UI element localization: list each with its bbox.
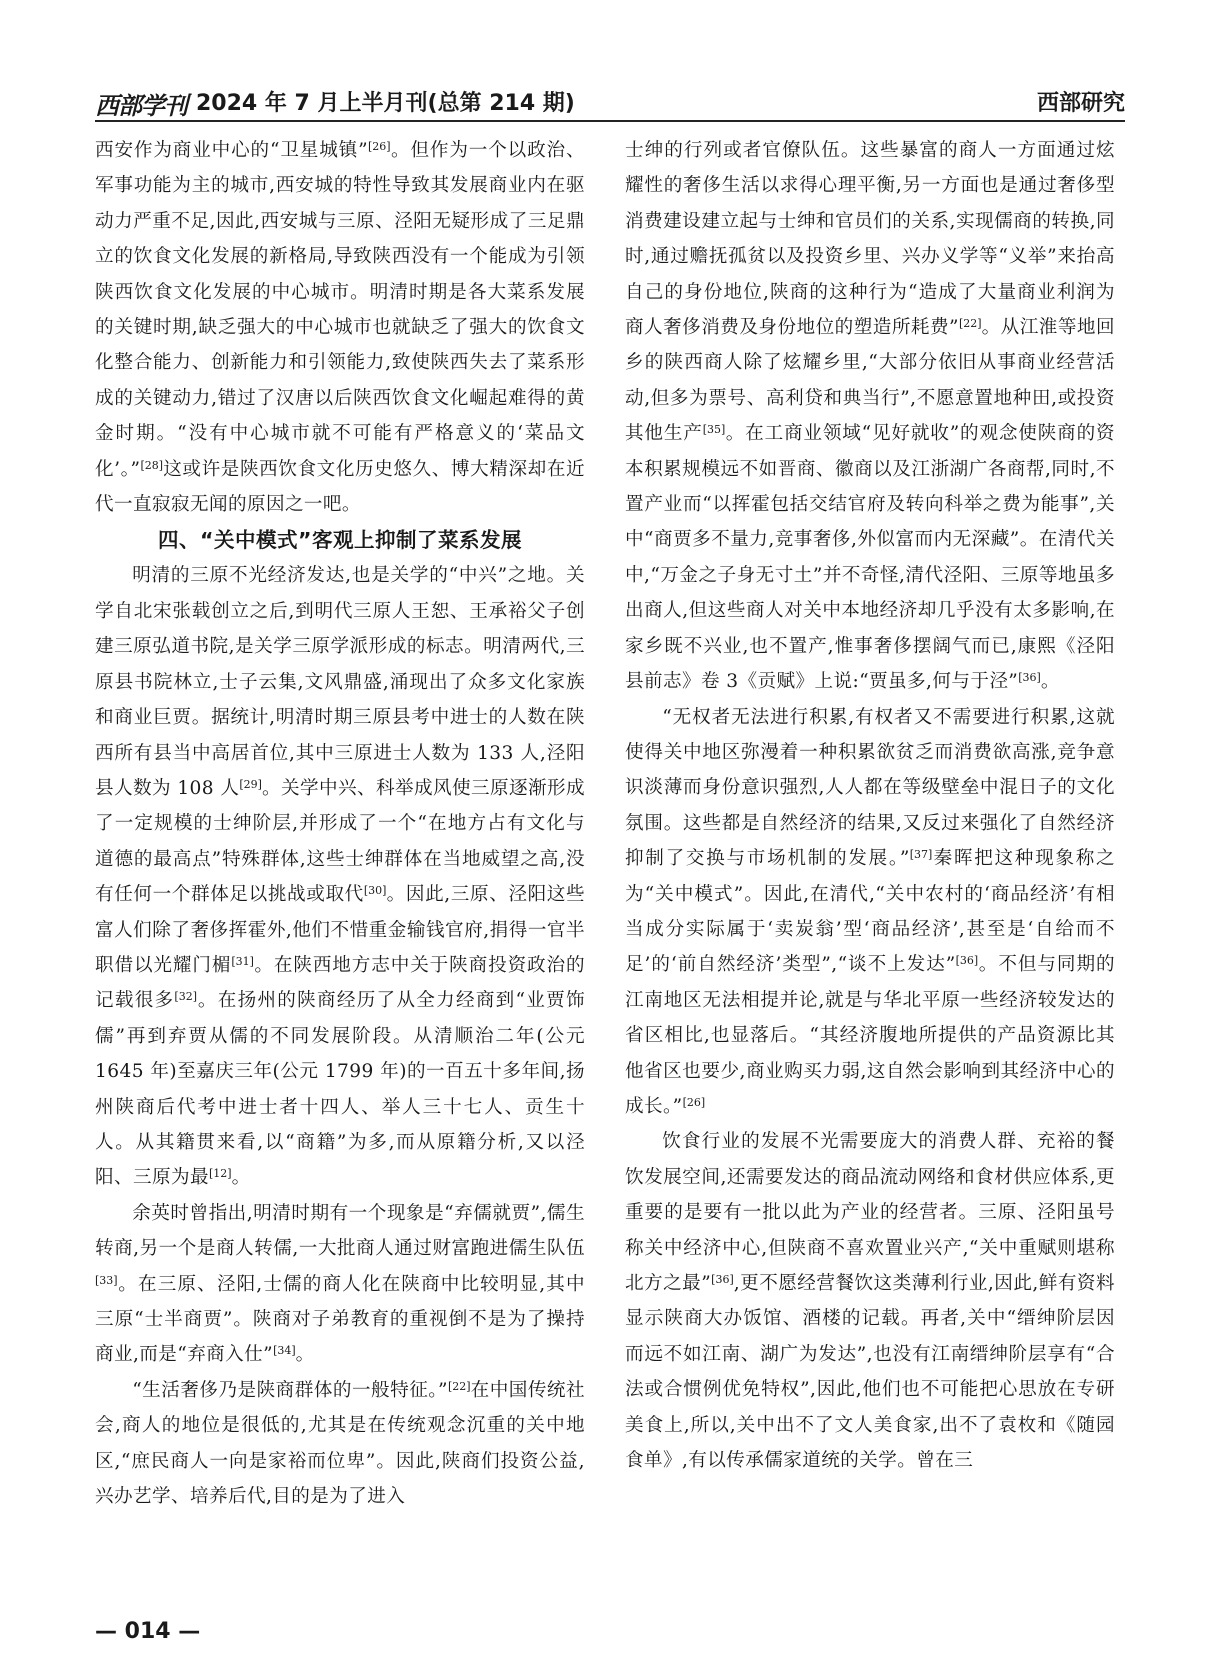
citation-ref: [35] <box>702 423 726 437</box>
text-run: 。但作为一个以政治、军事功能为主的城市,西安城的特性导致其发展商业内在驱动力严重不足,因此,西安城与三原、泾阳无疑形成了三足鼎立的饮食文化发展的新格局,导致陕西没有一个能成为引领陕西饮食文化发展的中心城市。明清时期是各大菜系发展的关键时期,缺乏强大的中心城市也就缺乏了强大的饮食文化整合能力、创新能力和引领能力,致使陕西失去了菜系形成的关键动力,错过了汉唐以后陕西饮食文化崛起难得的黄金时期。“没有中心城市就不可能有严格意义的‘菜品文化’。” <box>95 140 585 480</box>
section-title: 西部研究 <box>1036 91 1125 116</box>
text-run: 。因此,三原、泾阳这些富人们除了奢侈挥霍外,他们不惜重金输钱官府,捐得一官半职借以光耀门楣 <box>95 884 585 976</box>
body-paragraph <box>95 1373 585 1515</box>
section-heading: 四、“关中模式”客观上抑制了菜系发展 <box>158 528 522 553</box>
text-run: 。在三原、泾阳,士儒的商人化在陕商中比较明显,其中三原“士半商贾”。陕商对子弟教育的重视倒不是为了操持商业,而是“弃商入仕” <box>95 1273 585 1366</box>
citation-ref: [22] <box>447 1379 471 1393</box>
left-column <box>95 133 585 1611</box>
citation-ref: [36] <box>955 954 979 968</box>
text-run: “无权者无法进行积累,有权者又不需要进行积累,这就使得关中地区弥漫着一种积累欲贫乏而消费欲高涨,竞争意识淡薄而身份意识强烈,人人都在等级壁垒中混日子的文化氛围。这些都是自然经济的结果,又反过来强化了自然经济抑制了交换与市场机制的发展。” <box>625 706 1115 870</box>
citation-ref: [33] <box>95 1273 118 1287</box>
text-run: 在中国传统社会,商人的地位是很低的,尤其是在传统观念沉重的关中地区,“庶民商人一向是家裕而位卑”。因此,陕商们投资公益,兴办艺学、培养后代,目的是为了进入 <box>95 1379 585 1508</box>
body-paragraph <box>95 133 585 522</box>
text-run: 。关学中兴、科举成风使三原逐渐形成了一定规模的士绅阶层,并形成了一个“在地方占有文化与道德的最高点”特殊群体,这些士绅群体在当地威望之高,没有任何一个群体足以挑战或取代 <box>95 777 585 906</box>
text-run: 。 <box>1040 671 1060 693</box>
body-paragraph <box>625 133 1115 700</box>
journal-masthead: 西部学刊 <box>95 91 187 120</box>
citation-ref: [26] <box>367 140 391 153</box>
citation-ref: [22] <box>958 317 982 331</box>
right-column <box>625 133 1115 1611</box>
text-run: ,更不愿经营餐饮这类薄利行业,因此,鲜有资料显示陕商大办饭馆、酒楼的记载。再者,关中“缙绅阶层因而远不如江南、湖广为发达”,也没有江南缙绅阶层享有“合法或合惯例优免特权”,因此,他们也不可能把心思放在专研美食上,所以,关中出不了文人美食家,出不了袁枚和《随园食单》,有以传承儒家道统的关学。曾在三 <box>625 1273 1115 1472</box>
page-number: — 014 — <box>95 1619 201 1644</box>
body-paragraph <box>625 700 1115 1125</box>
text-run: 余英时曾指出,明清时期有一个现象是“弃儒就贾”,儒生转商,另一个是商人转儒,一大批商人通过财富跑进儒生队伍 <box>95 1202 585 1260</box>
body-paragraph <box>95 1196 585 1373</box>
text-run: 士绅的行列或者官僚队伍。这些暴富的商人一方面通过炫耀性的奢侈生活以求得心理平衡,另一方面也是通过奢侈型消费建设建立起与士绅和官员们的关系,实现儒商的转换,同时,通过赡抚孤贫以及投资乡里、兴办义学等“义举”来抬高自己的身份地位,陕商的这种行为“造成了大量商业利润为商人奢侈消费及身份地位的塑造所耗费” <box>625 140 1115 339</box>
header-rule <box>95 120 1125 122</box>
citation-ref: [26] <box>682 1095 706 1109</box>
citation-ref: [34] <box>273 1344 296 1358</box>
text-run: 。在扬州的陕商经历了从全力经商到“业贾饰儒”再到弃贾从儒的不同发展阶段。从清顺治二年(公元 1645 年)至嘉庆三年(公元 1799 年)的一百五十多年间,扬州陕商后代考中进士者十四人、举人三十七人、贡生十人。从其籍贯来看,以“商籍”为多,而从原籍分析,又以泾阳、三原为最 <box>95 990 585 1189</box>
text-run: “生活奢侈乃是陕商群体的一般特征。” <box>132 1379 448 1401</box>
text-run: 。在陕西地方志中关于陕商投资政治的记载很多 <box>95 954 585 1012</box>
citation-ref: [31] <box>231 954 254 968</box>
citation-ref: [36] <box>1018 671 1041 685</box>
citation-ref: [12] <box>208 1167 232 1181</box>
citation-ref: [29] <box>239 777 262 791</box>
page-header <box>95 82 1125 118</box>
citation-ref: [36] <box>711 1273 734 1286</box>
citation-ref: [37] <box>909 848 933 862</box>
text-run: 饮食行业的发展不光需要庞大的消费人群、充裕的餐饮发展空间,还需要发达的商品流动网络和食材供应体系,更重要的是要有一批以此为产业的经营者。三原、泾阳虽号称关中经济中心,但陕商不喜欢置业兴产,“关中重赋则堪称北方之最” <box>625 1131 1115 1294</box>
citation-ref: [30] <box>363 884 387 898</box>
text-run: 明清的三原不光经济发达,也是关学的“中兴”之地。关学自北宋张载创立之后,到明代三原人王恕、王承裕父子创建三原弘道书院,是关学三原学派形成的标志。明清两代,三原县书院林立,士子云集,文风鼎盛,涌现出了众多文化家族和商业巨贾。据统计,明清时期三原县考中进士的人数在陕西所有县当中高居首位,其中三原进士人数为 133 人,泾阳县人数为 108 人 <box>95 565 585 799</box>
text-run: 。不但与同期的江南地区无法相提并论,就是与华北平原一些经济较发达的省区相比,也显落后。“其经济腹地所提供的产品资源比其他省区也要少,商业购买力弱,这自然会影响到其经济中心的成长。” <box>625 954 1115 1117</box>
body-paragraph <box>625 1124 1115 1478</box>
citation-ref: [32] <box>174 990 198 1004</box>
text-run: 。 <box>295 1344 315 1366</box>
text-run: 这或许是陕西饮食文化历史悠久、博大精深却在近代一直寂寂无闻的原因之一吧。 <box>95 458 585 516</box>
text-run: 。 <box>231 1167 251 1189</box>
text-run: 。在工商业领域“见好就收”的观念使陕商的资本积累规模远不如晋商、徽商以及江浙湖广各商帮,同时,不置产业而“以挥霍包括交结官府及转向科举之费为能事”,关中“商贾多不量力,竞事奢侈,外似富而内无深藏”。在清代关中,“万金之子身无寸土”并不奇怪,清代泾阳、三原等地虽多出商人,但这些商人对关中本地经济却几乎没有太多影响,在家乡既不兴业,也不置产,惟事奢侈摆阔气而已,康熙《泾阳县前志》卷 3《贡赋》上说:“贾虽多,何与于泾” <box>625 423 1115 693</box>
issue-info: 2024 年 7 月上半月刊(总第 214 期) <box>196 91 575 116</box>
text-run: 。从江淮等地回乡的陕西商人除了炫耀乡里,“大部分依旧从事商业经营活动,但多为票号、高利贷和典当行”,不愿意置地种田,或投资其他生产 <box>625 317 1115 445</box>
text-run: 秦晖把这种现象称之为“关中模式”。因此,在清代,“关中农村的‘商品经济’有相当成分实际属于‘卖炭翁’型‘商品经济’,甚至是‘自给而不足’的‘前自然经济’类型”,“谈不上发达” <box>625 848 1115 976</box>
citation-ref: [28] <box>140 458 164 472</box>
text-run: 西安作为商业中心的“卫星城镇” <box>95 140 368 161</box>
body-paragraph <box>95 558 585 1195</box>
